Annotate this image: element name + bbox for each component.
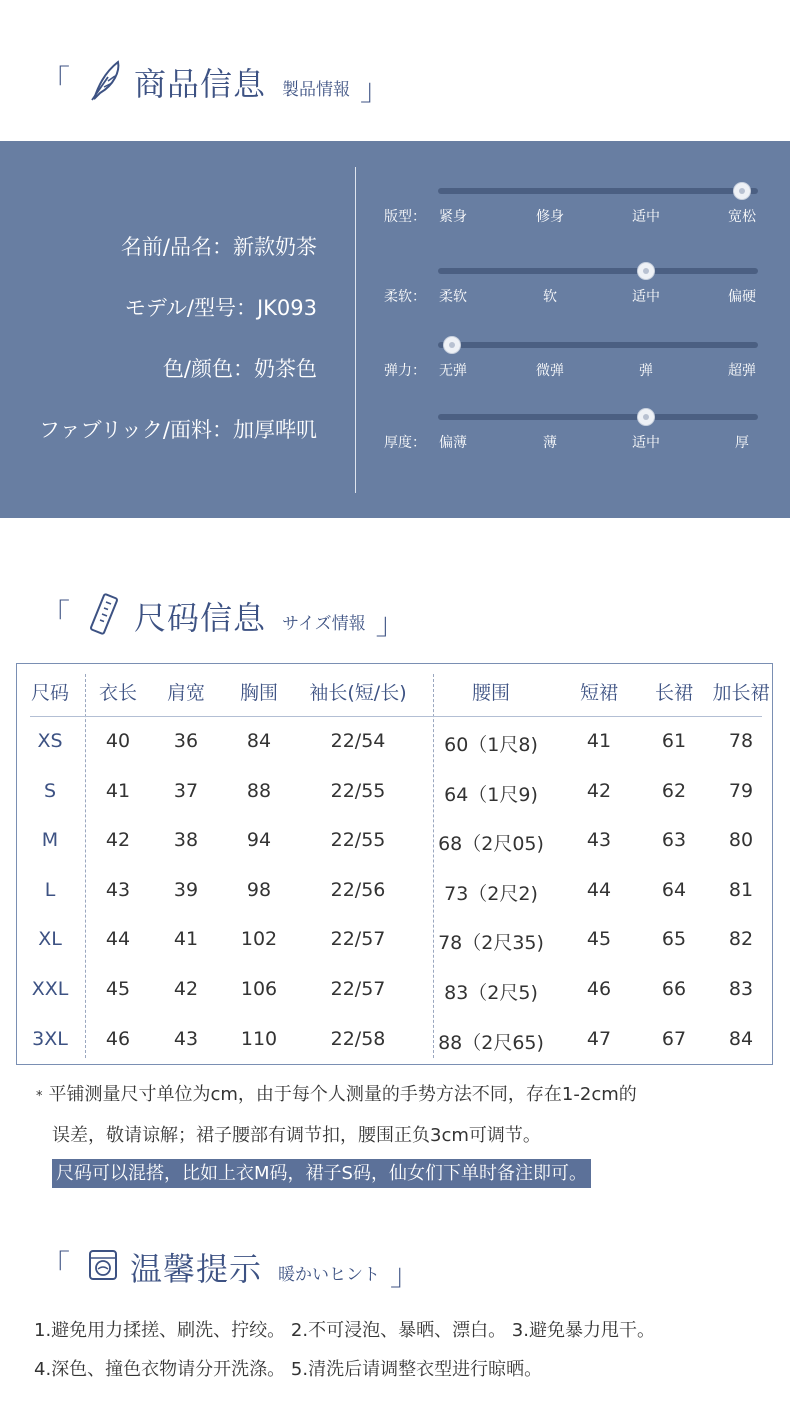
table-cell: 22/57: [330, 928, 386, 951]
attribute-option: 软: [543, 289, 557, 305]
table-cell: 63: [661, 829, 687, 852]
column-header-short-skirt: 短裙: [579, 682, 619, 704]
table-cell: 43: [173, 1027, 199, 1050]
table-cell: 36: [173, 730, 199, 752]
size-label-cell: L: [44, 878, 56, 901]
section-title: 商品信息: [134, 65, 267, 103]
info-label: モデル/型号：: [124, 296, 257, 320]
table-cell: 45: [105, 978, 131, 1000]
size-label-cell: XXL: [31, 978, 69, 1000]
info-value: 新款奶茶: [233, 235, 317, 259]
size-note-line-1: [36, 1080, 637, 1106]
size-label-cell: XL: [38, 928, 62, 951]
table-cell: 40: [105, 730, 131, 752]
close-bracket: 」: [375, 607, 406, 642]
table-cell: 39: [173, 878, 199, 901]
open-bracket: 「: [40, 598, 70, 633]
column-header-shoulder: 肩宽: [166, 682, 206, 704]
table-cell: 44: [105, 928, 131, 951]
attribute-knob: [444, 337, 460, 353]
size-note-line-2: 误差，敬请谅解；裙子腰部有调节扣，腰围正负3cm可调节。: [52, 1125, 541, 1146]
close-bracket: 」: [390, 1258, 421, 1293]
table-cell: 98: [246, 878, 272, 901]
size-label-cell: S: [43, 779, 57, 802]
table-divider: [85, 674, 86, 1058]
table-cell: 65: [661, 928, 687, 951]
table-cell: 80: [728, 829, 754, 852]
table-cell: 41: [586, 730, 612, 752]
column-header-size: 尺码: [30, 682, 70, 704]
table-cell: 22/54: [330, 730, 386, 752]
table-cell: 88: [246, 779, 272, 802]
table-cell: 66: [661, 978, 687, 1000]
attribute-track: [438, 342, 758, 348]
table-cell: 84: [246, 730, 272, 752]
info-label: 色/颜色：: [162, 357, 254, 381]
attribute-track: [438, 188, 758, 194]
open-bracket: 「: [40, 1249, 70, 1284]
table-cell: 45: [586, 928, 612, 951]
info-value: JK093: [256, 296, 317, 320]
attribute-option: 偏硬: [728, 289, 756, 305]
attribute-fit: [384, 188, 764, 228]
attribute-option: 弹: [639, 363, 653, 379]
note-text: 平铺测量尺寸单位为cm，由于每个人测量的手势方法不同，存在1-2cm的: [48, 1084, 637, 1105]
attribute-elasticity: [384, 342, 764, 382]
section-subtitle: 暖かいヒント: [278, 1264, 381, 1285]
table-cell: 38: [173, 829, 199, 852]
table-cell: 83: [728, 978, 754, 1000]
note-star: *: [36, 1089, 43, 1104]
table-cell: 64（1尺9): [444, 783, 538, 806]
header-underline: [30, 716, 762, 717]
table-cell: 84: [728, 1027, 754, 1050]
attribute-knob: [638, 263, 654, 279]
table-cell: 81: [728, 878, 754, 901]
attribute-option: 柔软: [439, 289, 467, 305]
attribute-thickness: [384, 414, 764, 454]
care-tips-line-1: 1.避免用力揉搓、刷洗、拧绞。 2.不可浸泡、暴晒、漂白。 3.避免暴力甩干。: [34, 1320, 655, 1341]
size-label-cell: 3XL: [32, 1027, 68, 1050]
table-cell: 102: [240, 928, 278, 951]
table-cell: 46: [586, 978, 612, 1000]
product-section-header: [40, 58, 390, 106]
column-header-extra-long-skirt: 加长裙: [712, 682, 770, 704]
attribute-option: 无弹: [439, 363, 467, 379]
attribute-option: 适中: [632, 289, 660, 305]
tips-section-header: [40, 1243, 420, 1291]
table-cell: 83（2尺5): [444, 982, 538, 1004]
size-table: [16, 663, 773, 1065]
column-header-length: 衣长: [98, 682, 138, 704]
info-value: 奶茶色: [254, 357, 317, 381]
attribute-option: 适中: [632, 435, 660, 451]
attribute-track: [438, 268, 758, 274]
table-cell: 44: [586, 878, 612, 901]
table-cell: 78: [728, 730, 754, 752]
table-cell: 67: [661, 1027, 687, 1050]
washing-machine-icon: [88, 1249, 118, 1285]
feather-icon: [88, 59, 122, 105]
info-value: 加厚哔叽: [233, 418, 317, 442]
table-cell: 22/55: [330, 829, 386, 852]
table-cell: 79: [728, 779, 754, 802]
table-cell: 22/56: [330, 878, 386, 901]
table-cell: 64: [661, 878, 687, 901]
table-cell: 62: [661, 779, 687, 802]
table-cell: 73（2尺2): [444, 882, 538, 905]
product-info-panel: [0, 141, 790, 518]
table-cell: 41: [105, 779, 131, 802]
table-cell: 106: [240, 978, 278, 1000]
table-cell: 41: [173, 928, 199, 951]
table-cell: 88（2尺65): [438, 1031, 544, 1054]
table-cell: 37: [173, 779, 199, 802]
info-label: 名前/品名：: [120, 235, 233, 259]
attribute-option: 宽松: [728, 209, 756, 225]
table-cell: 43: [105, 878, 131, 901]
attribute-option: 超弹: [728, 363, 756, 379]
size-section-header: [40, 592, 406, 640]
attribute-softness: [384, 268, 764, 308]
table-cell: 42: [586, 779, 612, 802]
table-cell: 61: [661, 730, 687, 752]
attribute-label: 柔软：: [384, 289, 426, 305]
table-cell: 94: [246, 829, 272, 852]
care-tips-line-2: 4.深色、撞色衣物请分开洗涤。 5.清洗后请调整衣型进行晾晒。: [34, 1359, 543, 1380]
attribute-knob: [734, 183, 750, 199]
info-row-model: [125, 292, 317, 322]
column-header-sleeve: 袖长(短/长): [309, 682, 407, 704]
attribute-option: 微弹: [536, 363, 564, 379]
info-label: ファブリック/面料：: [39, 418, 233, 442]
table-cell: 46: [105, 1027, 131, 1050]
table-divider: [433, 674, 434, 1058]
attribute-option: 适中: [632, 209, 660, 225]
info-row-name: [121, 231, 317, 261]
table-cell: 60（1尺8): [444, 734, 538, 756]
table-cell: 22/57: [330, 978, 386, 1000]
table-cell: 43: [586, 829, 612, 852]
table-cell: 22/55: [330, 779, 386, 802]
column-header-bust: 胸围: [239, 682, 279, 704]
attribute-option: 紧身: [439, 209, 467, 225]
info-row-color: [163, 353, 317, 383]
attribute-label: 弹力：: [384, 363, 426, 379]
attribute-label: 厚度：: [384, 435, 426, 451]
table-cell: 68（2尺05): [438, 833, 544, 856]
attribute-option: 偏薄: [439, 435, 467, 451]
table-cell: 110: [240, 1027, 278, 1050]
table-cell: 78（2尺35): [438, 932, 544, 955]
attribute-option: 修身: [536, 209, 564, 225]
ruler-icon: [88, 593, 122, 639]
attribute-knob: [638, 409, 654, 425]
section-title: 尺码信息: [134, 599, 267, 637]
table-cell: 42: [105, 829, 131, 852]
size-label-cell: XS: [37, 730, 63, 752]
attribute-option: 薄: [543, 435, 557, 451]
attribute-option: 厚: [735, 435, 749, 451]
table-cell: 42: [173, 978, 199, 1000]
panel-divider: [355, 167, 356, 493]
table-cell: 47: [586, 1027, 612, 1050]
table-cell: 22/58: [330, 1027, 386, 1050]
section-subtitle: サイズ情報: [282, 613, 366, 634]
info-row-fabric: [39, 414, 317, 444]
section-subtitle: 製品情報: [282, 79, 351, 100]
attribute-track: [438, 414, 758, 420]
mix-match-highlight: 尺码可以混搭，比如上衣M码，裙子S码，仙女们下单时备注即可。: [52, 1159, 591, 1188]
size-label-cell: M: [41, 829, 59, 852]
column-header-waist: 腰围: [471, 682, 511, 704]
open-bracket: 「: [40, 64, 70, 99]
section-title: 温馨提示: [130, 1250, 263, 1288]
column-header-long-skirt: 长裙: [654, 682, 694, 704]
table-cell: 82: [728, 928, 754, 951]
attribute-label: 版型：: [384, 209, 426, 225]
close-bracket: 」: [360, 73, 391, 108]
